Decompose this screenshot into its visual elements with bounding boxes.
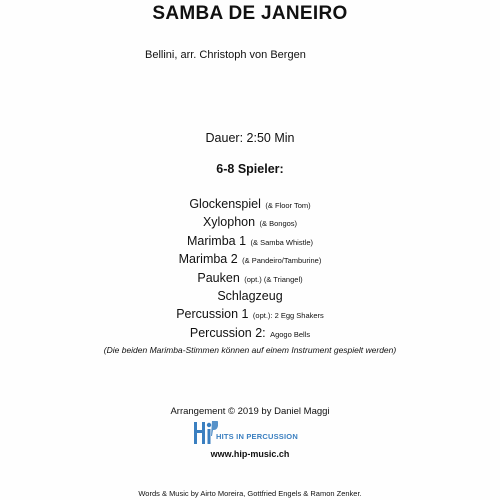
- duration-text: Dauer: 2:50 Min: [205, 131, 295, 145]
- instrument-item: [0, 213, 500, 231]
- players-heading: 6-8 Spieler:: [216, 162, 284, 176]
- instrument-name: Marimba 1: [186, 233, 247, 248]
- instrument-note: (& Floor Tom): [265, 201, 311, 210]
- instrument-item: [0, 287, 500, 305]
- hip-logo-icon: [190, 418, 218, 448]
- composer-credit: Bellini, arr. Christoph von Bergen: [145, 49, 306, 61]
- instrument-item: [0, 250, 500, 268]
- instrument-name: Xylophon: [202, 215, 256, 230]
- instrument-item: [0, 269, 500, 287]
- instrument-name: Marimba 2: [178, 252, 238, 267]
- instrument-item: [0, 305, 500, 323]
- instrument-note: (& Samba Whistle): [250, 237, 314, 247]
- instrument-item: [0, 195, 500, 213]
- song-credits: Words & Music by Airto Moreira, Gottfried Engels & Ramon Zenker.: [138, 489, 362, 498]
- marimba-footnote: (Die beiden Marimba-Stimmen können auf einem Instrument gespielt werden): [103, 345, 397, 355]
- instrument-note: (opt.): 2 Egg Shakers: [252, 311, 324, 321]
- instrument-note: (opt.) (& Triangel): [244, 274, 303, 284]
- instrument-name: Percussion 2:: [189, 325, 266, 340]
- instrument-note: (& Bongos): [259, 219, 298, 229]
- instrument-note: (& Pandeiro/Tamburine): [242, 256, 322, 266]
- instrument-item: [0, 324, 500, 342]
- instrument-list: [0, 195, 500, 342]
- hip-logo: [190, 418, 320, 448]
- website-link[interactable]: www.hip-music.ch: [210, 449, 290, 459]
- arrangement-credit: Arrangement © 2019 by Daniel Maggi: [170, 406, 330, 417]
- piece-title: SAMBA DE JANEIRO: [152, 3, 348, 24]
- instrument-item: [0, 232, 500, 250]
- instrument-name: Schlagzeug: [217, 288, 283, 303]
- instrument-note: Agogo Bells: [270, 329, 311, 339]
- logo-text: HITS IN PERCUSSION: [216, 432, 298, 441]
- instrument-name: Glockenspiel: [189, 197, 261, 211]
- instrument-name: Pauken: [197, 270, 240, 285]
- instrument-name: Percussion 1: [176, 307, 249, 322]
